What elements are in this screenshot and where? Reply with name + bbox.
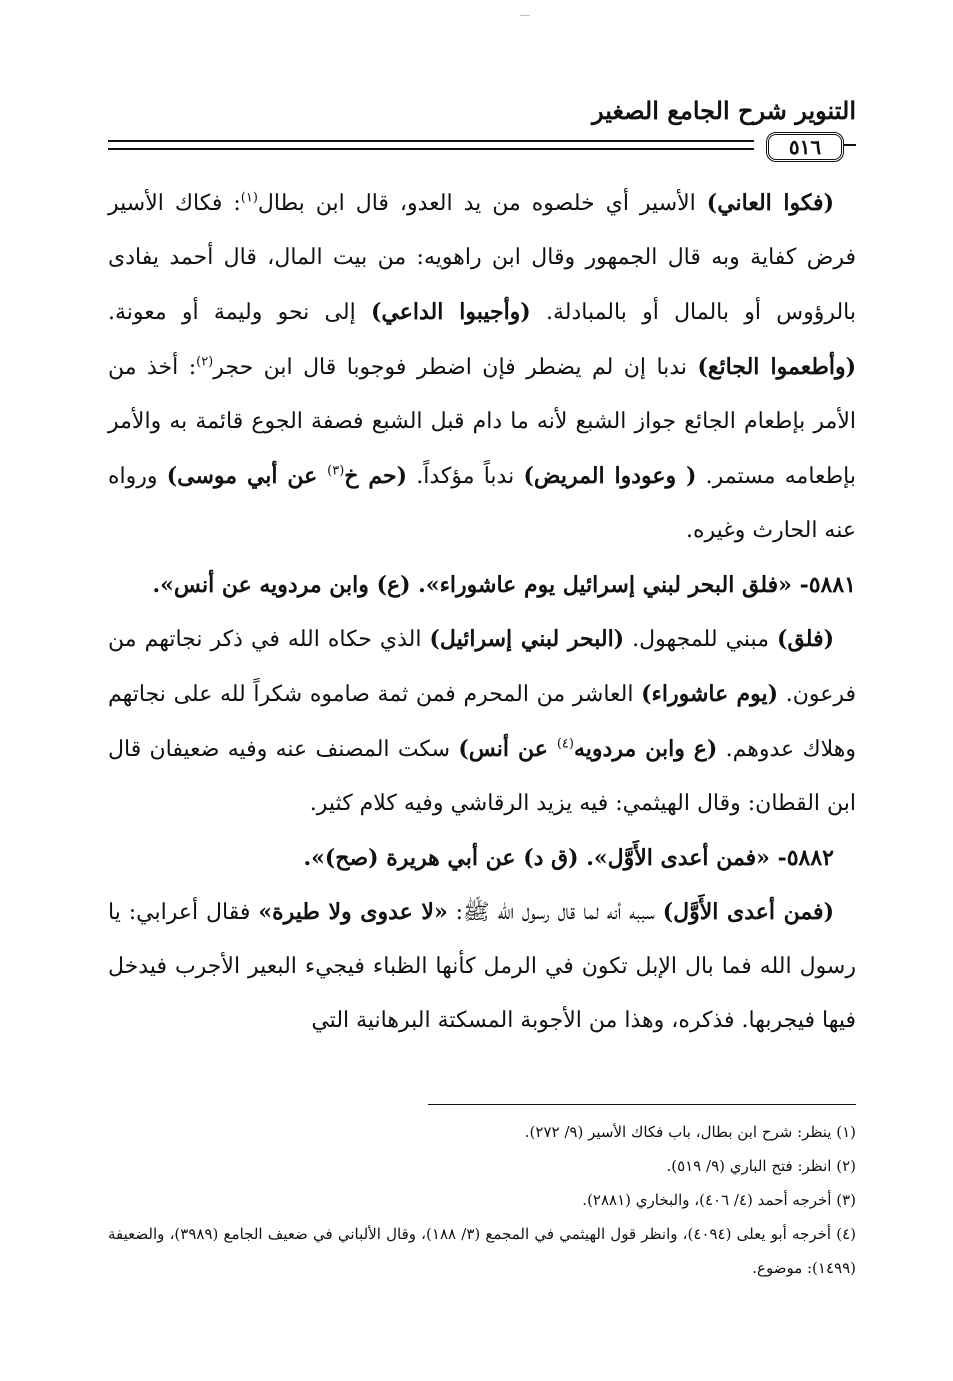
text-run: مبني للمجهول. [624, 627, 778, 652]
quoted-phrase: (فمن أعدى الأَوَّل) [662, 899, 834, 925]
source-citation: (حم خ [344, 463, 408, 489]
main-text [108, 176, 856, 1048]
scan-mark: — [520, 10, 530, 21]
text-run: : فكاك الأسير فرض كفاية وبه قال الجمهور وقال ابن راهويه: من بيت المال، قال أحمد يفادى بالرؤوس أو بالمال أو بالمبادلة. [108, 191, 856, 325]
running-title: التنوير شرح الجامع الصغير [592, 96, 856, 125]
text-run: سكت المصنف عنه وفيه ضعيفان قال ابن القطان: وقال الهيثمي: فيه يزيد الرقاشي وفيه كلام كثير. [108, 737, 856, 816]
footnote-ref: (١) [240, 190, 258, 206]
entry-number: ٥٨٨٢- [769, 845, 834, 871]
footnote-ref: (٢) [196, 354, 214, 370]
hadith-text: «فمن أعدى الأَوَّل». (ق د) عن أبي هريرة (صح)». [303, 845, 770, 871]
header-rule [108, 148, 754, 150]
quoted-phrase: (فلق) [777, 626, 834, 652]
text-run: إلى نحو وليمة أو معونة. [108, 300, 371, 325]
text-run: الذي حكاه الله في ذكر نجاتهم من فرعون. [108, 627, 856, 707]
text-run: ندباً مؤكداً. [407, 464, 524, 489]
text-run: الأسير أي خلصوه من يد العدو، قال ابن بطال [257, 191, 707, 216]
quoted-phrase: (وأجيبوا الداعي) [370, 299, 531, 325]
paragraph-commentary-5880 [108, 176, 856, 558]
page-header [108, 92, 856, 172]
footnote-ref: (٤) [556, 736, 574, 752]
hadith-text: «فلق البحر لبني إسرائيل يوم عاشوراء». (ع) وابن مردويه عن أنس». [152, 572, 792, 598]
quoted-phrase: (يوم عاشوراء) [641, 681, 779, 707]
text-run: فقال أعرابي: يا رسول الله فما بال الإبل تكون في الرمل كأنها الظباء فيجيء البعير الأجرب فيدخل فيها فيجربها. فذكره، وهذا من الأجوبة المسكتة البرهانية التي [108, 900, 856, 1033]
footnote: (٢) انظر: فتح الباري (٩/ ٥١٩). [666, 1157, 856, 1175]
source-citation: (ع وابن مردويه [573, 736, 718, 762]
source-citation: عن أبي موسى) [166, 463, 328, 489]
quoted-phrase: (وأطعموا الجائع) [697, 354, 856, 380]
footnote: (٤) أخرجه أبو يعلى (٤٠٩٤)، وانظر قول الهيثمي في المجمع (٣/ ١٨٨)، وقال الألباني في ضعيف الجامع (٣٩٨٩)، والضعيفة (١٤٩٩): موضوع. [108, 1225, 857, 1277]
footnotes [108, 1115, 856, 1285]
text-run: سببه أنه لما قال رسول الله ﷺ: [447, 900, 663, 925]
footnote: (٣) أخرجه أحمد (٤/ ٤٠٦)، والبخاري (٢٨٨١). [582, 1191, 856, 1209]
entry-number: ٥٨٨١- [791, 572, 856, 598]
quoted-phrase: (البحر لبني إسرائيل) [429, 626, 625, 652]
hadith-entry-5881 [108, 558, 856, 612]
header-rule [108, 140, 754, 142]
quoted-phrase: ( وعودوا المريض) [523, 463, 697, 489]
footnote-ref: (٣) [327, 463, 345, 479]
page-number: ٥١٦ [766, 132, 844, 162]
text-run: : أخذ من الأمر بإطعام الجائع جواز الشبع لأنه ما دام قبل الشبع فصفة الجوع قائمة به والأمر بإطعامه مستمر. [108, 355, 856, 489]
paragraph-commentary-5882 [108, 885, 856, 1048]
quoted-phrase: (فكوا العاني) [706, 190, 834, 216]
text-run: ورواه عنه الحارث وغيره. [108, 464, 856, 543]
quoted-phrase: «لا عدوى ولا طيرة» [258, 899, 448, 925]
paragraph-commentary-5881 [108, 612, 856, 831]
footnote: (١) ينظر: شرح ابن بطال، باب فكاك الأسير (٩/ ٢٧٢). [524, 1123, 856, 1141]
page-number-bar [844, 144, 856, 146]
source-citation: عن أنس) [458, 736, 557, 762]
text-run: ندبا إن لم يضطر فإن اضطر فوجوبا قال ابن حجر [213, 355, 698, 380]
hadith-entry-5882 [108, 831, 856, 885]
text-run: العاشر من المحرم فمن ثمة صاموه شكراً لله على نجاتهم وهلاك عدوهم. [108, 682, 856, 762]
